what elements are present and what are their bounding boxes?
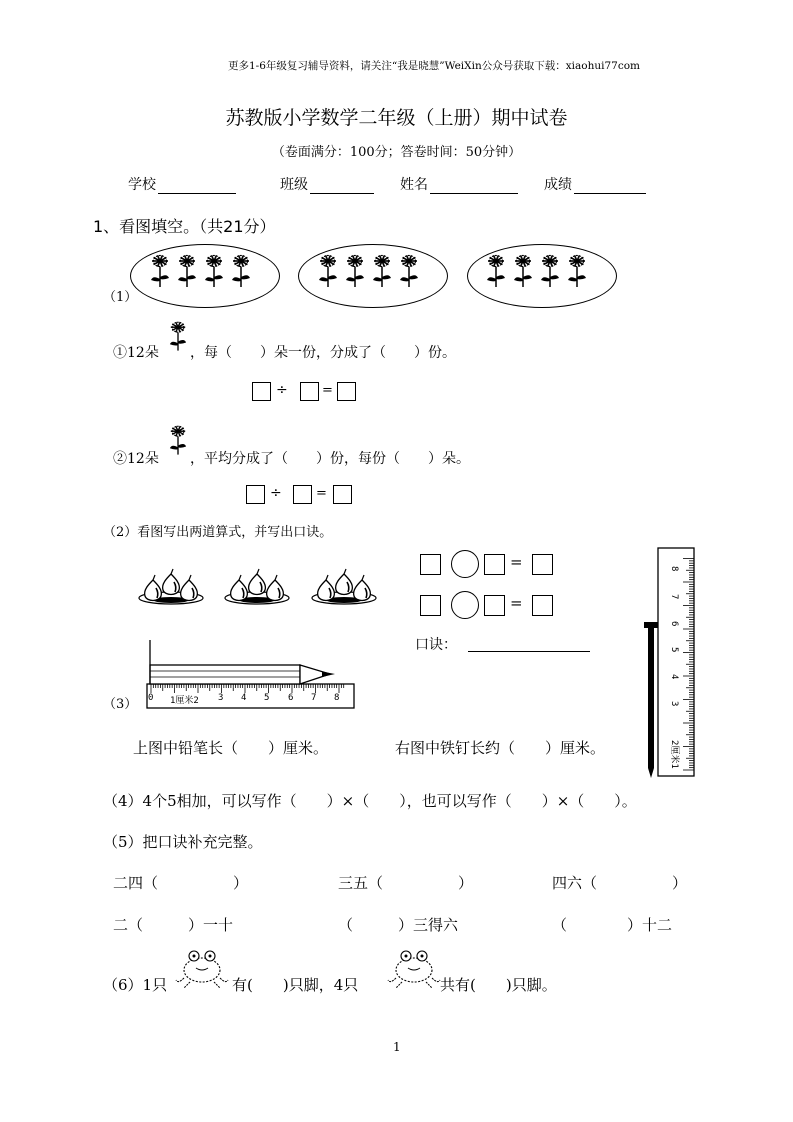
vertical-ruler-tick-label: 6	[669, 621, 679, 627]
vertical-ruler-tick-label: 5	[669, 647, 679, 653]
q3-text-right: 右图中铁钉长约（ ）厘米。	[395, 739, 606, 757]
page-subtitle: （卷面满分：100分；答卷时间：50分钟）	[271, 145, 522, 160]
q4-text: （4）4个5相加，可以写作（ ）×（ ），也可以写作（ ）×（ ）。	[103, 792, 637, 810]
section-1-title: 1、看图填空。（共21分）	[93, 217, 276, 236]
frog-icon	[176, 951, 228, 988]
q5-item: 三五（ ）	[338, 874, 474, 892]
q1a-text: ，每（ ）朵一份，分成了（ ）份。	[190, 345, 456, 361]
q2-text: （2）看图写出两道算式，并写出口诀。	[103, 525, 333, 540]
ruler-tick-label: 6	[288, 693, 294, 703]
ruler-tick-label: 8	[334, 693, 340, 703]
ruler-tick-label: 5	[264, 693, 270, 703]
q6-prefix: （6）1只	[103, 976, 168, 994]
q3-label: （3）	[103, 697, 138, 712]
ruler-tick-label: 3	[218, 693, 224, 703]
q1b-prefix: ②12朵	[113, 451, 159, 467]
ruler-tick-label: 0	[148, 693, 154, 703]
school-label: 学校	[128, 177, 156, 193]
q5-item: （ ）三得六	[338, 916, 459, 934]
q1a-prefix: ①12朵	[113, 345, 159, 361]
q3-text-left: 上图中铅笔长（ ）厘米。	[133, 739, 329, 757]
q2-koujue-label: 口诀：	[415, 637, 457, 653]
q1-label: （1）	[103, 290, 138, 305]
equals-sign: =	[322, 383, 333, 398]
vertical-ruler-tick-label: 4	[669, 674, 679, 680]
ruler-tick-label: 1厘米2	[170, 696, 199, 706]
ruler-tick-label: 4	[241, 693, 247, 703]
vertical-ruler-tick-label: 2厘米1	[669, 740, 679, 769]
division-sign: ÷	[270, 485, 282, 501]
score-label: 成绩	[544, 177, 572, 193]
q5-item: 四六（ ）	[552, 874, 688, 892]
q5-item: 二（ ）一十	[113, 916, 234, 934]
q5-text: （5）把口诀补充完整。	[103, 833, 263, 851]
vertical-ruler-tick-label: 8	[669, 566, 679, 572]
q5-item: （ ）十二	[552, 916, 673, 934]
vertical-ruler-tick-label: 3	[669, 701, 679, 707]
q1b-text: ，平均分成了（ ）份，每份（ ）朵。	[190, 451, 470, 467]
page-title: 苏教版小学数学二年级（上册）期中试卷	[225, 107, 568, 129]
equals-sign: =	[510, 553, 523, 571]
header-note: 更多1-6年级复习辅导资料，请关注“我是晓慧”WeiXin公众号获取下载：xiaohui77com	[228, 60, 641, 72]
q5-item: 二四（ ）	[113, 874, 249, 892]
ruler-tick-label: 7	[311, 693, 317, 703]
page-number: 1	[393, 1040, 401, 1054]
name-label: 姓名	[400, 177, 428, 193]
division-sign: ÷	[276, 382, 288, 398]
class-label: 班级	[280, 177, 308, 193]
equals-sign: =	[316, 486, 327, 501]
equals-sign: =	[510, 594, 523, 612]
q6-mid: 有( )只脚，4只	[232, 976, 359, 994]
frog-icon	[388, 951, 440, 988]
q6-suffix: 共有( )只脚。	[440, 976, 557, 994]
vertical-ruler-tick-label: 7	[669, 594, 679, 600]
